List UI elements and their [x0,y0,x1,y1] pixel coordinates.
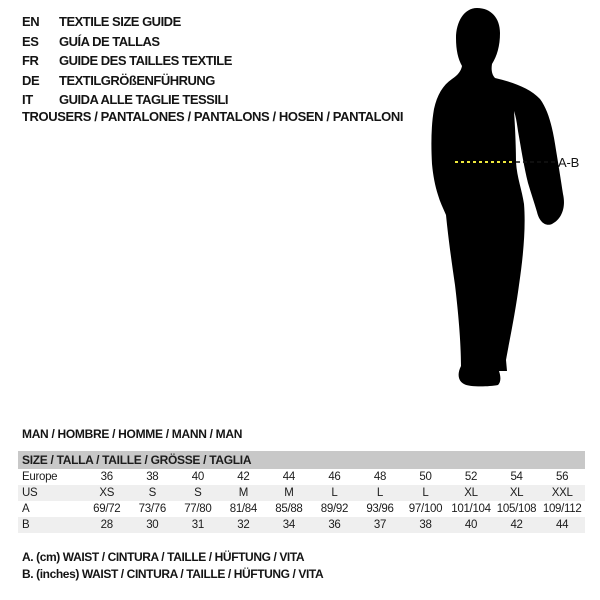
table-row-europe [18,469,585,485]
size-cell: 32 [237,519,250,531]
size-cell: XL [464,487,478,499]
size-cell: 46 [328,471,341,483]
size-cell: L [422,487,429,499]
size-cell: 81/84 [229,503,257,515]
size-cell: 48 [373,471,387,483]
size-cell: 30 [146,519,159,531]
row-label: B [22,519,30,531]
size-cell: 36 [100,471,113,483]
size-cell: 50 [419,471,432,483]
size-cell: 28 [100,519,113,531]
size-cell: 97/100 [408,503,443,515]
size-cell: 93/96 [366,503,394,515]
row-label: US [22,487,38,499]
language-code: ES [22,33,39,49]
size-cell: M [284,487,294,499]
section-title-man: MAN / HOMBRE / HOMME / MANN / MAN [22,427,243,441]
language-code: IT [22,92,33,108]
size-cell: 73/76 [138,503,166,515]
size-cell: L [331,487,338,499]
language-label: GUIDA ALLE TAGLIE TESSILI [59,92,229,108]
size-cell: 38 [146,471,159,483]
language-label: TEXTILGRÖßENFÜHRUNG [59,72,215,88]
size-cell: XXL [551,487,573,499]
size-cell: S [194,487,202,499]
note-b-inches: B. (inches) WAIST / CINTURA / TAILLE / HÜFTUNG / VITA [22,567,324,581]
size-cell: 40 [191,471,204,483]
row-label: Europe [22,471,58,483]
size-cell: 69/72 [93,503,121,515]
table-row-b-inches [18,517,585,533]
category-title: TROUSERS / PANTALONES / PANTALONS / HOSEN / PANTALONI [22,109,404,124]
language-code: DE [22,72,40,88]
size-cell: 56 [556,471,569,483]
measure-label-ab: A-B [558,155,580,170]
size-cell: XS [99,487,115,499]
size-cell: 34 [282,519,295,531]
language-code: FR [22,53,39,69]
size-cell: 54 [510,471,523,483]
language-label: TEXTILE SIZE GUIDE [59,14,181,30]
size-cell: 105/108 [496,503,537,515]
size-table [18,451,585,533]
size-cell: 37 [373,519,387,531]
row-label: A [22,503,30,515]
size-cell: 31 [191,519,204,531]
size-cell: 85/88 [275,503,303,515]
size-cell: 44 [556,519,569,531]
size-cell: M [238,487,248,499]
language-label: GUIDE DES TAILLES TEXTILE [59,53,232,69]
size-cell: 101/104 [451,503,491,515]
body-silhouette [431,8,564,386]
language-code: EN [22,14,40,30]
size-cell: S [148,487,156,499]
note-a-cm: A. (cm) WAIST / CINTURA / TAILLE / HÜFTUNG / VITA [22,550,305,564]
size-cell: 42 [510,519,523,531]
size-cell: 40 [464,519,478,531]
size-cell: 77/80 [184,503,212,515]
size-cell: 89/92 [320,503,349,515]
size-cell: 44 [282,471,295,483]
size-cell: L [376,487,383,499]
size-table-header: SIZE / TALLA / TAILLE / GRÖSSE / TAGLIA [18,451,585,469]
size-cell: 36 [328,519,341,531]
size-cell: 42 [237,471,250,483]
size-cell: 38 [419,519,432,531]
size-cell: XL [509,487,524,499]
size-cell: 109/112 [542,503,582,515]
size-cell: 52 [464,471,478,483]
table-row-us [18,485,585,501]
table-row-a-cm [18,501,585,517]
language-label: GUÍA DE TALLAS [59,33,160,49]
measurement-notes [22,549,323,583]
